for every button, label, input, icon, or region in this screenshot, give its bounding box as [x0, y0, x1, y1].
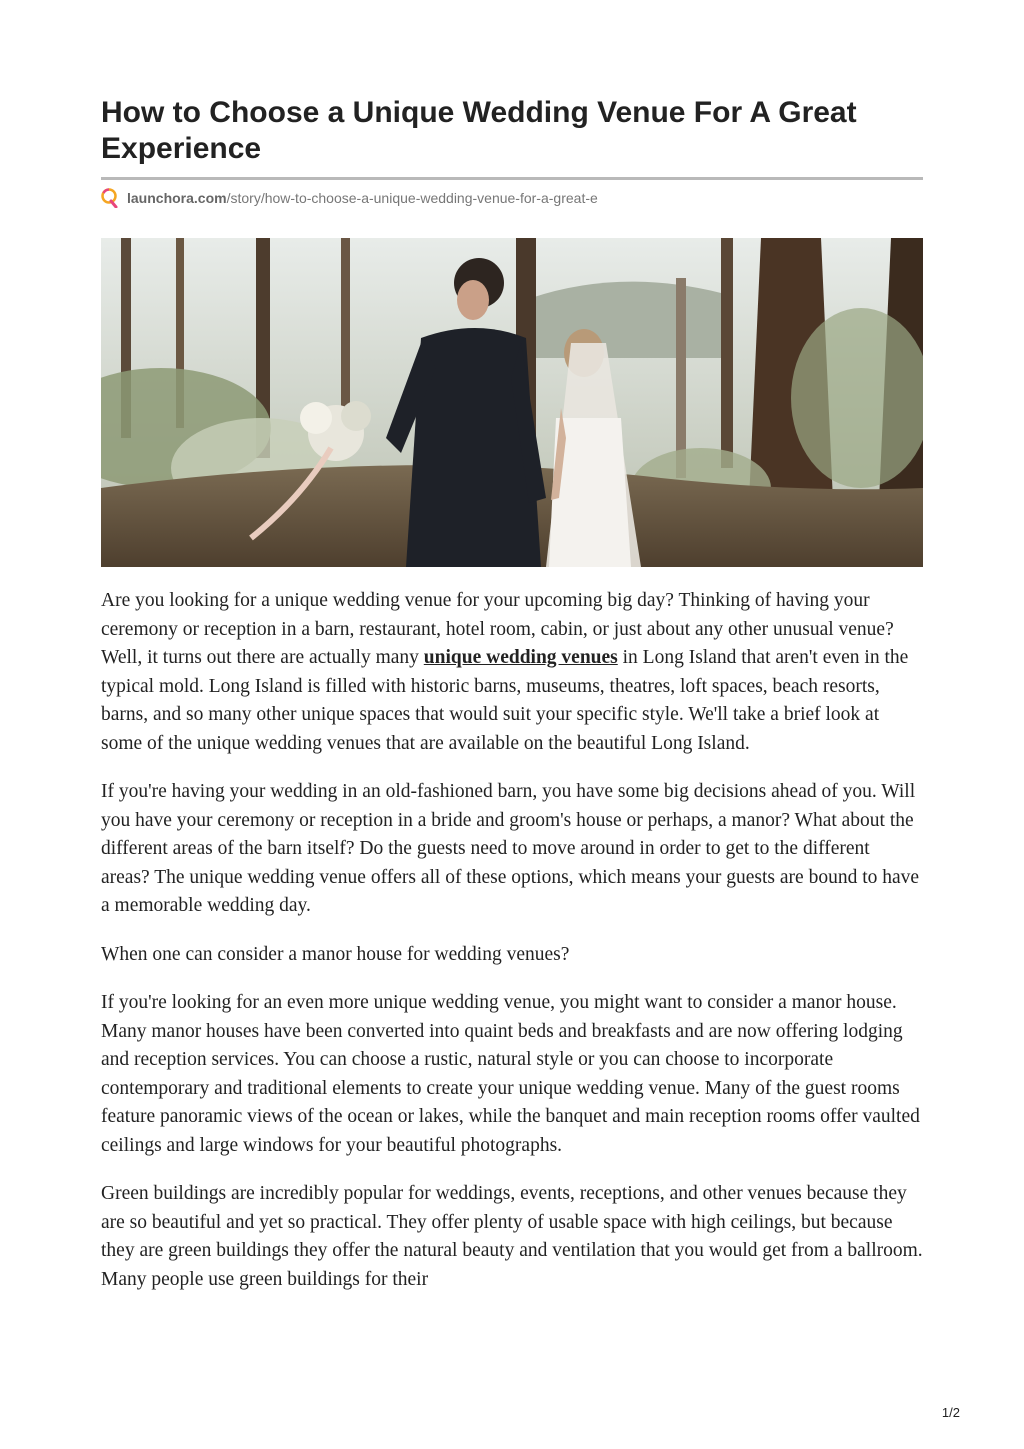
- paragraph-1-text-start: Are you looking for a unique wedding venue for your upcoming big day? Thinking of having your ceremony or reception in a barn, restaurant, hotel room, cabin, or just about any other unusual venue? Well, it turns out there are actually many: [101, 590, 894, 668]
- article-title: How to Choose a Unique Wedding Venue For A Great Experience: [101, 96, 857, 165]
- paragraph-3: When one can consider a manor house for wedding venues?: [101, 943, 570, 965]
- launchora-logo-icon: [101, 188, 119, 208]
- paragraph-2: If you're having your wedding in an old-fashioned barn, you have some big decisions ahead of you. Will you have your ceremony or reception in a bride and groom's house or perhaps, a manor? What about the different areas of the barn itself? Do the guests need to move around in order to get to the different areas? The unique wedding venue offers all of these options, which means your guests are bound to have a memorable wedding day.: [101, 781, 920, 916]
- paragraph-1: [101, 587, 923, 758]
- paragraph-4: If you're looking for an even more unique wedding venue, you might want to consider a manor house. Many manor houses have been converted into quaint beds and breakfasts and are now offering lodging and reception services. You can choose a rustic, natural style or you can choose to incorporate contemporary and traditional elements to create your unique wedding venue. Many of the guest rooms feature panoramic views of the ocean or lakes, while the banquet and main reception rooms offer vaulted ceilings and large windows for your beautiful photographs.: [101, 992, 920, 1156]
- source-path[interactable]: /story/how-to-choose-a-unique-wedding-venue-for-a-great-e: [226, 190, 598, 206]
- unique-wedding-venues-link[interactable]: unique wedding venues: [423, 647, 618, 668]
- paragraph-5: Green buildings are incredibly popular for weddings, events, receptions, and other venues because they are so beautiful and yet so practical. They offer plenty of usable space with high ceilings, but because they are green buildings they offer the natural beauty and ventilation that you would get from a ballroom. Many people use green buildings for their: [101, 1183, 923, 1290]
- wedding-couple-forest-photo: [101, 238, 923, 567]
- article-body: [101, 587, 923, 1314]
- source-domain[interactable]: launchora.com: [127, 190, 227, 206]
- paragraph-1-text-end: in Long Island that aren't even in the typical mold. Long Island is filled with historic barns, museums, theatres, loft spaces, beach resorts, barns, and so many other unique spaces that would suit your specific style. We'll take a brief look at some of the unique wedding venues that are available on the beautiful Long Island.: [101, 647, 909, 754]
- source-line: [101, 188, 598, 208]
- page-number: 1/2: [941, 1405, 960, 1420]
- title-divider: [101, 177, 923, 180]
